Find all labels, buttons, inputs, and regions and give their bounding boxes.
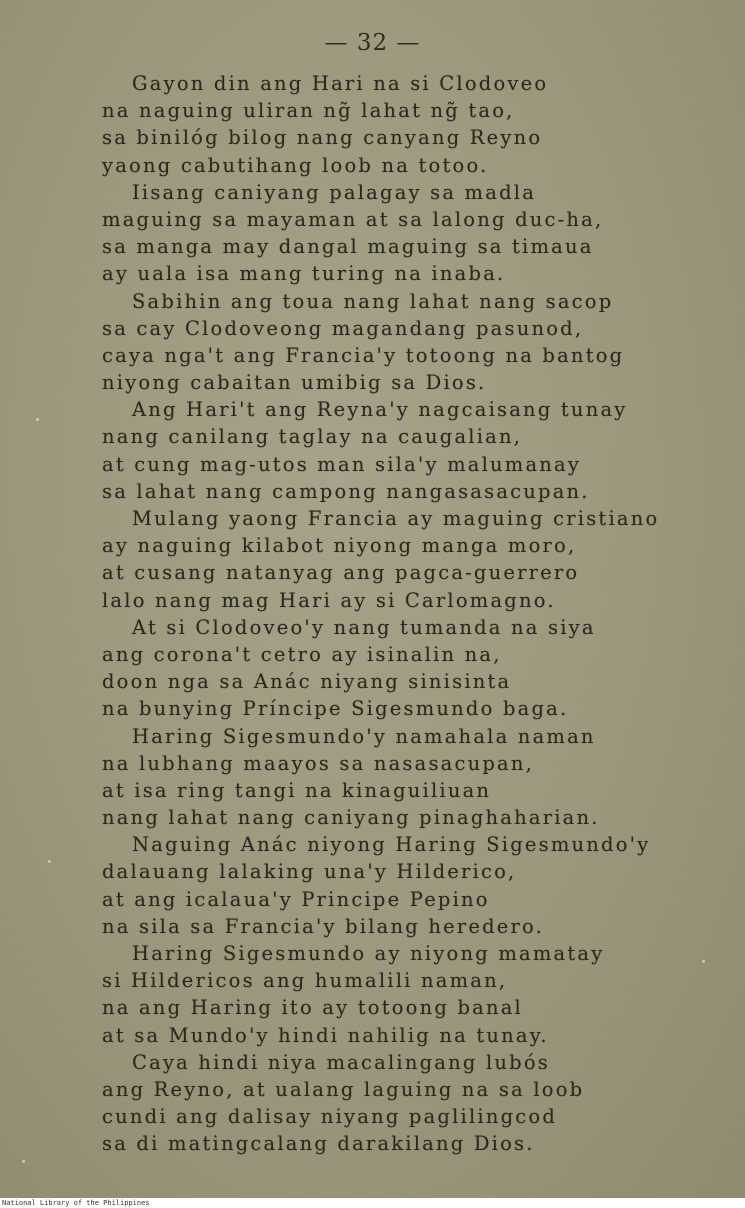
verse-line: at cung mag-utos man sila'y malumanay: [102, 452, 582, 476]
verse-line: Mulang yaong Francia ay maguing cristiano: [132, 507, 660, 530]
paper-speck: [22, 1160, 25, 1163]
verse-line: sa lahat nang campong nangasasacupan.: [102, 479, 590, 503]
verse-line: niyong cabaitan umibig sa Dios.: [102, 371, 487, 395]
verse-line: dalauang lalaking una'y Hilderico,: [102, 860, 517, 884]
stanza: [102, 831, 702, 940]
verse-line: ay naguing kilabot niyong manga moro,: [102, 534, 577, 558]
verse-line: na ang Haring ito ay totoong banal: [102, 996, 523, 1020]
paper-speck: [48, 860, 51, 863]
verse-line: sa cay Clodoveong magandang pasunod,: [102, 316, 584, 340]
verse-line: na lubhang maayos sa nasasacupan,: [102, 751, 535, 775]
verse-line: na bunying Príncipe Sigesmundo baga.: [102, 697, 569, 721]
verse-line: caya nga't ang Francia'y totoong na bantog: [102, 343, 625, 367]
stanza: [102, 179, 702, 288]
verse-line: nang lahat nang caniyang pinaghaharian.: [102, 806, 600, 830]
stanza: [102, 288, 702, 397]
stanza: [102, 505, 702, 614]
verse-line: Haring Sigesmundo ay niyong mamatay: [132, 942, 605, 965]
verse-line: Sabihin ang toua nang lahat nang sacop: [132, 289, 614, 313]
stanza: [102, 940, 702, 1049]
verse-line: doon nga sa Anác niyang sinisinta: [102, 670, 512, 694]
verse-line: sa di matingcalang darakilang Dios.: [102, 1132, 535, 1156]
verse-line: nang canilang taglay na caugalian,: [102, 425, 523, 449]
verse-line: at sa Mundo'y hindi nahilig na tunay.: [102, 1023, 549, 1047]
stanza: [102, 723, 702, 832]
verse-line: Naguing Anác niyong Haring Sigesmundo'y: [132, 833, 651, 857]
stanza: [102, 1049, 702, 1158]
stanza: [102, 614, 702, 723]
verse-line: Caya hindi niya macalingang lubós: [132, 1050, 550, 1074]
verse-line: ay uala isa mang turing na inaba.: [102, 262, 506, 286]
library-credit: National Library of the Philippines: [2, 1199, 150, 1207]
verse-line: at isa ring tangi na kinaguiliuan: [102, 778, 492, 802]
verse-line: Gayon din ang Hari na si Clodoveo: [132, 72, 549, 95]
page-number: — 32 —: [324, 30, 421, 56]
verse-line: at cusang natanyag ang pagca-guerrero: [102, 561, 580, 585]
paper-speck: [702, 960, 705, 963]
verse-line: Iisang caniyang palagay sa madla: [132, 180, 537, 204]
verse-line: Ang Hari't ang Reyna'y nagcaisang tunay: [132, 398, 628, 422]
verse-line: yaong cabutihang loob na totoo.: [102, 153, 489, 177]
stanza: [102, 396, 702, 505]
verse-line: sa manga may dangal maguing sa timaua: [102, 235, 594, 259]
verse-line: ang corona't cetro ay isinalin na,: [102, 642, 502, 666]
paper-speck: [36, 418, 39, 421]
verse-line: cundi ang dalisay niyang paglilingcod: [102, 1105, 558, 1129]
verse-line: lalo nang mag Hari ay si Carlomagno.: [102, 588, 556, 612]
verse-line: at ang icalaua'y Principe Pepino: [102, 887, 490, 911]
verse-line: sa binilóg bilog nang canyang Reyno: [102, 126, 543, 150]
stanza: [102, 70, 702, 179]
verse-line: si Hildericos ang humalili naman,: [102, 969, 508, 993]
verse-line: na naguing uliran ng̃ lahat ng̃ tao,: [102, 99, 515, 123]
verse-line: At si Clodoveo'y nang tumanda na siya: [132, 615, 596, 639]
verse-line: maguing sa mayaman at sa lalong duc-ha,: [102, 207, 604, 231]
verse-line: ang Reyno, at ualang laguing na sa loob: [102, 1077, 585, 1101]
verse-line: na sila sa Francia'y bilang heredero.: [102, 914, 545, 938]
verse-line: Haring Sigesmundo'y namahala naman: [132, 724, 596, 748]
poem-body: [102, 70, 702, 1158]
